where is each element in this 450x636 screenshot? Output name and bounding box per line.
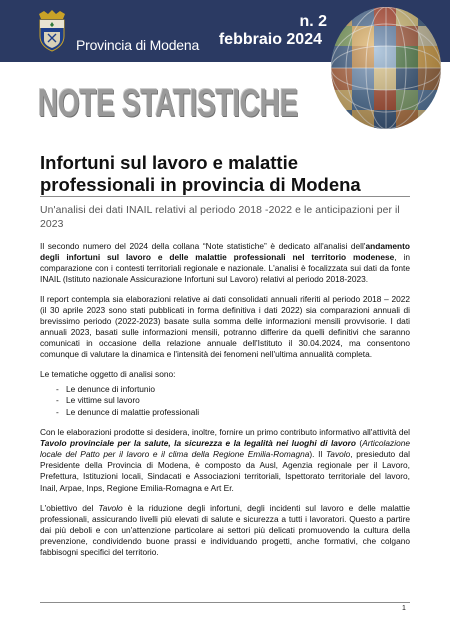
objective-text-c: è la riduzione degli infortuni, degli incidenti sul lavoro e delle malattie professionali, assicurando livelli più elevati di salute e sicurezza a tutti i lavoratori. Questo a partire dai più deboli e con un'attenzione particolare ai settori più delicati promuovendo la cultura della prevenzione, condividendo buone prassi e individuando progetti, anche formativi, che colgano fabbisogni specifici del territorio.: [40, 502, 410, 557]
intro-text-a: Il secondo numero del 2024 della collana “Note statistiche” è dedicato all'analisi dell': [40, 241, 366, 251]
tavolo-text-c: (: [356, 438, 363, 449]
issue-date: febbraio 2024: [218, 31, 322, 48]
intro-text-c: , in comparazione con i contesti territoriali regionale e nazionale. L'analisi è focalizzata sui dati da fonte INAIL (Istituto nazionale Assicurazione Infortuni sul Lavoro) relativi al periodo 2018-2023.: [40, 252, 410, 285]
report-paragraph: Il report contempla sia elaborazioni relative ai dati consolidati annuali riferiti al periodo 2018 – 2022 (il 30 aprile 2023 sono stati pubblicati in forma definitiva i dati 2022) sia comparazioni annuali di brevissimo periodo (2022-2023) basate sulla somma delle informazioni mensili provvisorie. I dati annuali 2023, basati sulle informazioni mensili, potranno differire da quelli definitivi che saranno comunicati in occasione della relazione annuale dell'Istituto il 30.04.2024, ma consentono comunque di valutare la dinamica e l'intensità dei fenomeni nell'ultima annualità completa.: [40, 294, 410, 360]
objective-text-a: L'obiettivo del: [40, 502, 99, 513]
photo-globe-image: [330, 6, 442, 130]
tavolo-name: Tavolo provinciale per la salute, la sicurezza e la legalità nei luoghi di lavoro: [40, 438, 356, 449]
tavolo-paragraph: [40, 427, 410, 493]
organization-name: Provincia di Modena: [76, 37, 200, 53]
list-item: - Le vittime sul lavoro: [40, 395, 410, 407]
topics-list: [40, 384, 410, 419]
series-banner: NOTE STATISTICHE: [38, 82, 298, 125]
tavolo-text-g: , presieduto dal Presidente della Provincia di Modena, è composto da Ausl, Agenzia regionale per il Lavoro, Prefettura, Istituzioni locali, Sindacati e Associazioni territoriali, Ispettorato territoriale del lavoro, Inail, Arpae, Inps, Regione Emilia-Romagna e Art Er.: [40, 449, 410, 493]
tavolo-word: Tavolo: [325, 449, 351, 460]
body-text: [40, 241, 410, 567]
list-item: - Le denunce di infortunio: [40, 384, 410, 396]
issue-number: n. 2: [299, 13, 327, 30]
topics-intro: Le tematiche oggetto di analisi sono:: [40, 369, 176, 380]
tavolo-text-a: Con le elaborazioni prodotte si desidera, inoltre, fornire un primo contributo informativo all'attività del: [40, 427, 410, 438]
intro-paragraph: [40, 241, 410, 285]
province-coat-of-arms-icon: [36, 10, 68, 52]
page-title: Infortuni sul lavoro e malattie professionali in provincia di Modena: [40, 152, 361, 195]
tavolo-articulation: Articolazione locale del Patto per il lavoro e il clima della Regione Emilia-Romagna: [40, 438, 410, 460]
page-subtitle: Un'analisi dei dati INAIL relativi al periodo 2018 -2022 e le anticipazioni per il 2023: [40, 205, 400, 230]
title-divider: [40, 196, 410, 197]
list-item: - Le denunce di malattie professionali: [40, 407, 410, 419]
footer-divider: [40, 602, 410, 603]
objective-tavolo: Tavolo: [98, 502, 123, 513]
objective-paragraph: [40, 503, 410, 558]
intro-text-bold: andamento degli infortuni sul lavoro e delle malattie professionali nel territorio modenese: [40, 241, 410, 263]
tavolo-text-e: ). Il: [309, 449, 326, 460]
page-number: 1: [402, 605, 406, 612]
